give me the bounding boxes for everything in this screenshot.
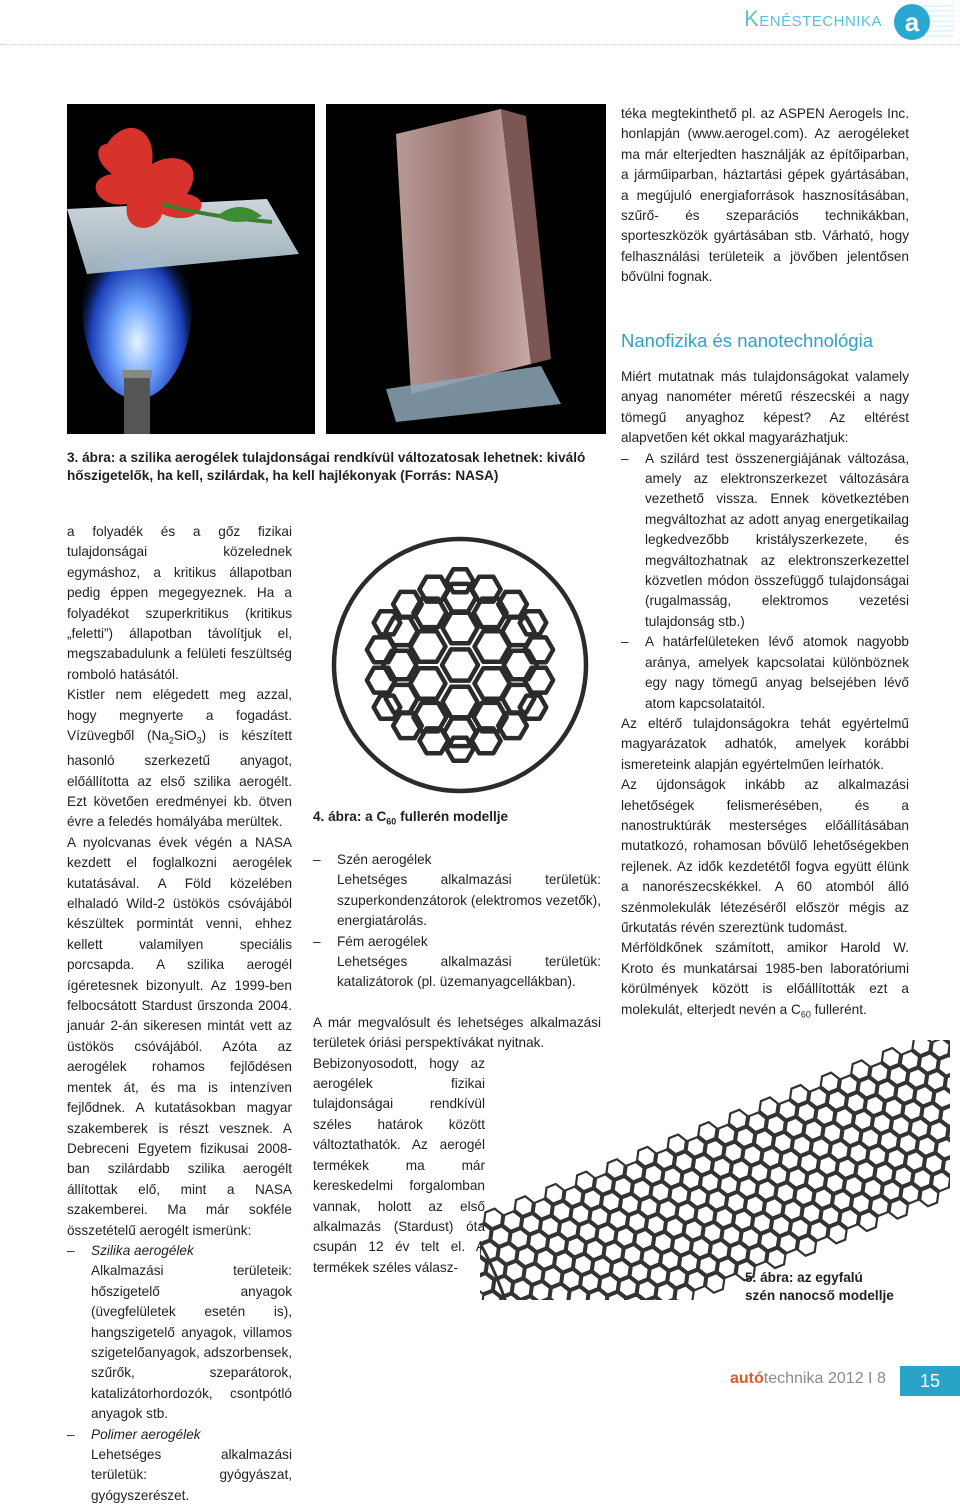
col3-list-item-2: – A határfelületeken lévő atomok nagyobb aránya, amelyek kapcsolatai különböznek egy nagy tömegű anyag belsejében lévő atom kapcsolataitól. bbox=[621, 632, 909, 714]
figure-4-caption bbox=[313, 808, 603, 831]
fullerene-c60-model bbox=[310, 520, 610, 810]
footer-issue bbox=[828, 1370, 886, 1388]
aerogel-flower-photo bbox=[67, 104, 315, 434]
carbon-nanotube-model bbox=[480, 1040, 950, 1300]
col3-paragraph-top: téka megtekinthető pl. az ASPEN Aerogels Inc. honlapján (www.aerogel.com). Az aerogéleket ma már elterjedten használják az építőiparban, a járműiparban, háztartási gépek gyártásában, a megújuló energiaforrások hasznosításában, szűrő- és szeparációs technikákban, sporteszközök gyártásában stb. Várható, hogy felhasználási területeik a jövőben jelentősen bővülni fognak. bbox=[621, 104, 909, 288]
footer-year: 2012 bbox=[828, 1370, 864, 1387]
col2-list-item-3-title: – Szén aerogélek bbox=[313, 850, 601, 870]
footer-brand bbox=[730, 1370, 823, 1388]
col3-paragraph-4 bbox=[621, 938, 909, 1024]
running-header-title: Kenéstechnika bbox=[744, 6, 882, 32]
col3-p4-sub: 60 bbox=[801, 1009, 811, 1019]
col1-list-item-1-title: – Szilika aerogélek bbox=[67, 1241, 292, 1261]
col3-paragraph-3: Az újdonságok inkább az alkalmazási lehetőségek felismerésében, és a nanostruktúrák mesterséges előállításában mutatkozó, rohamosan bővülő lehetőségekben rejlenek. Az idők kezdetétől fogva együtt élünk a nanorészecskékkel. A 60 atomból álló szénmolekulák létezéséről először mégis az űrkutatás révén szereztünk tudomást. bbox=[621, 775, 909, 938]
footer bbox=[730, 1366, 960, 1396]
fullerene-ring bbox=[383, 651, 416, 680]
col1-list-item-2-body: Lehetséges alkalmazási területük: gyógyászat, gyógyszerészet. bbox=[67, 1445, 292, 1506]
figure-3-number: 3. ábra: bbox=[67, 450, 119, 465]
col3-p4-part-a: Mérföldkőnek számított, amikor Harold W. Kroto és munkatársai 1985-ben laboratóriumi körülmények között is előállították ezt a molekulát, elterjedt nevén a C bbox=[621, 940, 909, 1016]
footer-issue-number: 8 bbox=[877, 1370, 886, 1387]
aerogel-brick-photo bbox=[326, 104, 606, 434]
logo-letter: a bbox=[905, 7, 920, 37]
figure-4-caption-sub: 60 bbox=[386, 817, 396, 827]
figure-4-caption-a: 4. ábra: a C bbox=[313, 809, 386, 824]
column-1 bbox=[67, 522, 292, 1506]
col1-list-item-2-title: – Polimer aerogélek bbox=[67, 1425, 292, 1445]
col2-paragraph-1: A már megvalósult és lehetséges alkalmazási területek óriási perspektívákat nyitnak. bbox=[313, 1013, 601, 1054]
figure-5-caption-line-1: 5. ábra: az egyfalú bbox=[745, 1269, 945, 1287]
figure-5-caption bbox=[745, 1269, 945, 1305]
col1-p2-part-a: Kistler nem elégedett meg azzal, hogy megnyerte a fogadást. Vízüvegből (Na bbox=[67, 687, 292, 743]
fullerene-ring bbox=[442, 649, 478, 680]
header-divider bbox=[0, 44, 960, 45]
fullerene-outline bbox=[334, 539, 586, 791]
col2-list-item-3-body: Lehetséges alkalmazási területük: szuperkondenzátorok (elektromos vezetők), energiatárolás. bbox=[313, 870, 601, 931]
figure-3-caption bbox=[67, 449, 595, 485]
col3-paragraph-2: Az eltérő tulajdonságokra tehát egyértelmű magyarázatok adhatók, amelyek korábbi ismereteink alapján egyértelműen leírhatók. bbox=[621, 714, 909, 775]
column-3 bbox=[621, 367, 909, 1025]
footer-brand-a: autó bbox=[730, 1370, 764, 1387]
col3-p4-part-b: fullerént. bbox=[811, 1002, 867, 1017]
figure-4-caption-b: fullerén modellje bbox=[396, 809, 508, 824]
col1-p2-part-c: ) is készített hasonló szerkezetű anyagot, előállította az első szilika aerogélt. Ezt követően eredményei kb. ötven évre a feledés homályába merültek. bbox=[67, 728, 292, 829]
fullerene-ring bbox=[410, 631, 445, 661]
page-number-box bbox=[900, 1366, 960, 1396]
column-3-top bbox=[621, 104, 909, 288]
col1-p2-part-b: SiO bbox=[174, 728, 197, 743]
col1-p2-sub-2: 3 bbox=[197, 736, 202, 746]
col2-paragraph-2: Bebizonyosodott, hogy az aerogélek fizikai tulajdonságai rendkívül széles határok között változtathatók. Az aerogél termékek ma már kereskedelmi forgalomban vannak, holott az első alkalmazás (Stardust) óta csupán 12 év telt el. A termékek széles válasz- bbox=[313, 1054, 485, 1278]
figure-5-caption-line-2: szén nanocső modellje bbox=[745, 1287, 945, 1305]
col3-list-item-1: – A szilárd test összenergiájának változása, amely az elektronszerkezet változására vezethető vissza. Ennek következtében megváltozhat az adott anyag energetikailag legkedvezőbb kristályszerkezete, és megváltozhatnak az elektronszerkezettel közvetlen módon összefüggő tulajdonságai (rugalmasság, elektromos vezetési tulajdonság stb.) bbox=[621, 449, 909, 633]
nanotube-ring bbox=[566, 1285, 591, 1300]
col1-list-item-1-body: Alkalmazási területeik: hőszigetelő anyagok (üvegfelületek esetén is), hangszigetelő anyagok, villamos szigetelőanyagok, adszorbensek, szűrők, szeparátorok, katalizátorhordozók, csontpótló anyagok stb. bbox=[67, 1261, 292, 1424]
col1-p2-sub-1: 2 bbox=[169, 736, 174, 746]
col1-paragraph-1: a folyadék és a gőz fizikai tulajdonságai közelednek egymáshoz, a kritikus állapotban pedig éppen megegyeznek. Ha a folyadékot szuperkritikus (kritikus „feletti”) állapotban távolítjuk el, megszabadulunk a felületi feszültség romboló hatásától. bbox=[67, 522, 292, 685]
col3-paragraph-1: Miért mutatnak más tulajdonságokat valamely anyag nanométer méretű részecskéi a nagy tömegű anyaghoz képest? Az eltérést alapvetően két okkal magyarázhatjuk: bbox=[621, 367, 909, 449]
fullerene-ring bbox=[443, 613, 478, 643]
figure-3-text: a szilika aerogélek tulajdonságai rendkívül változatosak lehetnek: kiváló hőszigetelők, ha kell, szilárdak, ha kell hajlékonyak (Forrás: NASA) bbox=[67, 450, 585, 483]
col2-list-item-4-body: Lehetséges alkalmazási területük: katalizátorok (pl. üzemanyagcellákban). bbox=[313, 952, 601, 993]
fullerene-ring bbox=[447, 738, 474, 761]
page-number: 15 bbox=[920, 1371, 940, 1391]
fullerene-ring bbox=[443, 687, 478, 717]
footer-separator: I bbox=[868, 1370, 872, 1387]
footer-brand-b: technika bbox=[764, 1370, 824, 1387]
logo-icon bbox=[892, 2, 954, 42]
fullerene-ring bbox=[444, 584, 476, 612]
col1-paragraph-2 bbox=[67, 685, 292, 833]
fullerene-ring bbox=[504, 651, 537, 680]
col1-paragraph-3: A nyolcvanas évek végén a NASA kezdett el foglalkozni aerogélek kutatásával. A Föld közelében elhaladó Wild-2 üstökös csóvájából készültek pormintát venni, ehhez kellett valamilyen speciális porcsapda. A szilika aerogél ígéretesnek bizonyult. Az 1999-ben felbocsátott Stardust űrszonda 2004. január 2-án sikeresen mintát vett az üstökös csóvájából. Azóta az aerogélek rohamos fejlődésen mentek át, és ma is intenzíven fejlődnek. A kutatásokban magyar szakemberek is részt vesznek. A Debreceni Egyetem fizikusai 2008-ban szilárdabb szilika aerogélt állítottak elő, mint a NASA szakemberei. Ma már sokféle összetételű aerogélt ismerünk: bbox=[67, 833, 292, 1241]
col2-list-item-4-title: – Fém aerogélek bbox=[313, 932, 601, 952]
section-heading: Nanofizika és nanotechnológia bbox=[621, 330, 873, 352]
